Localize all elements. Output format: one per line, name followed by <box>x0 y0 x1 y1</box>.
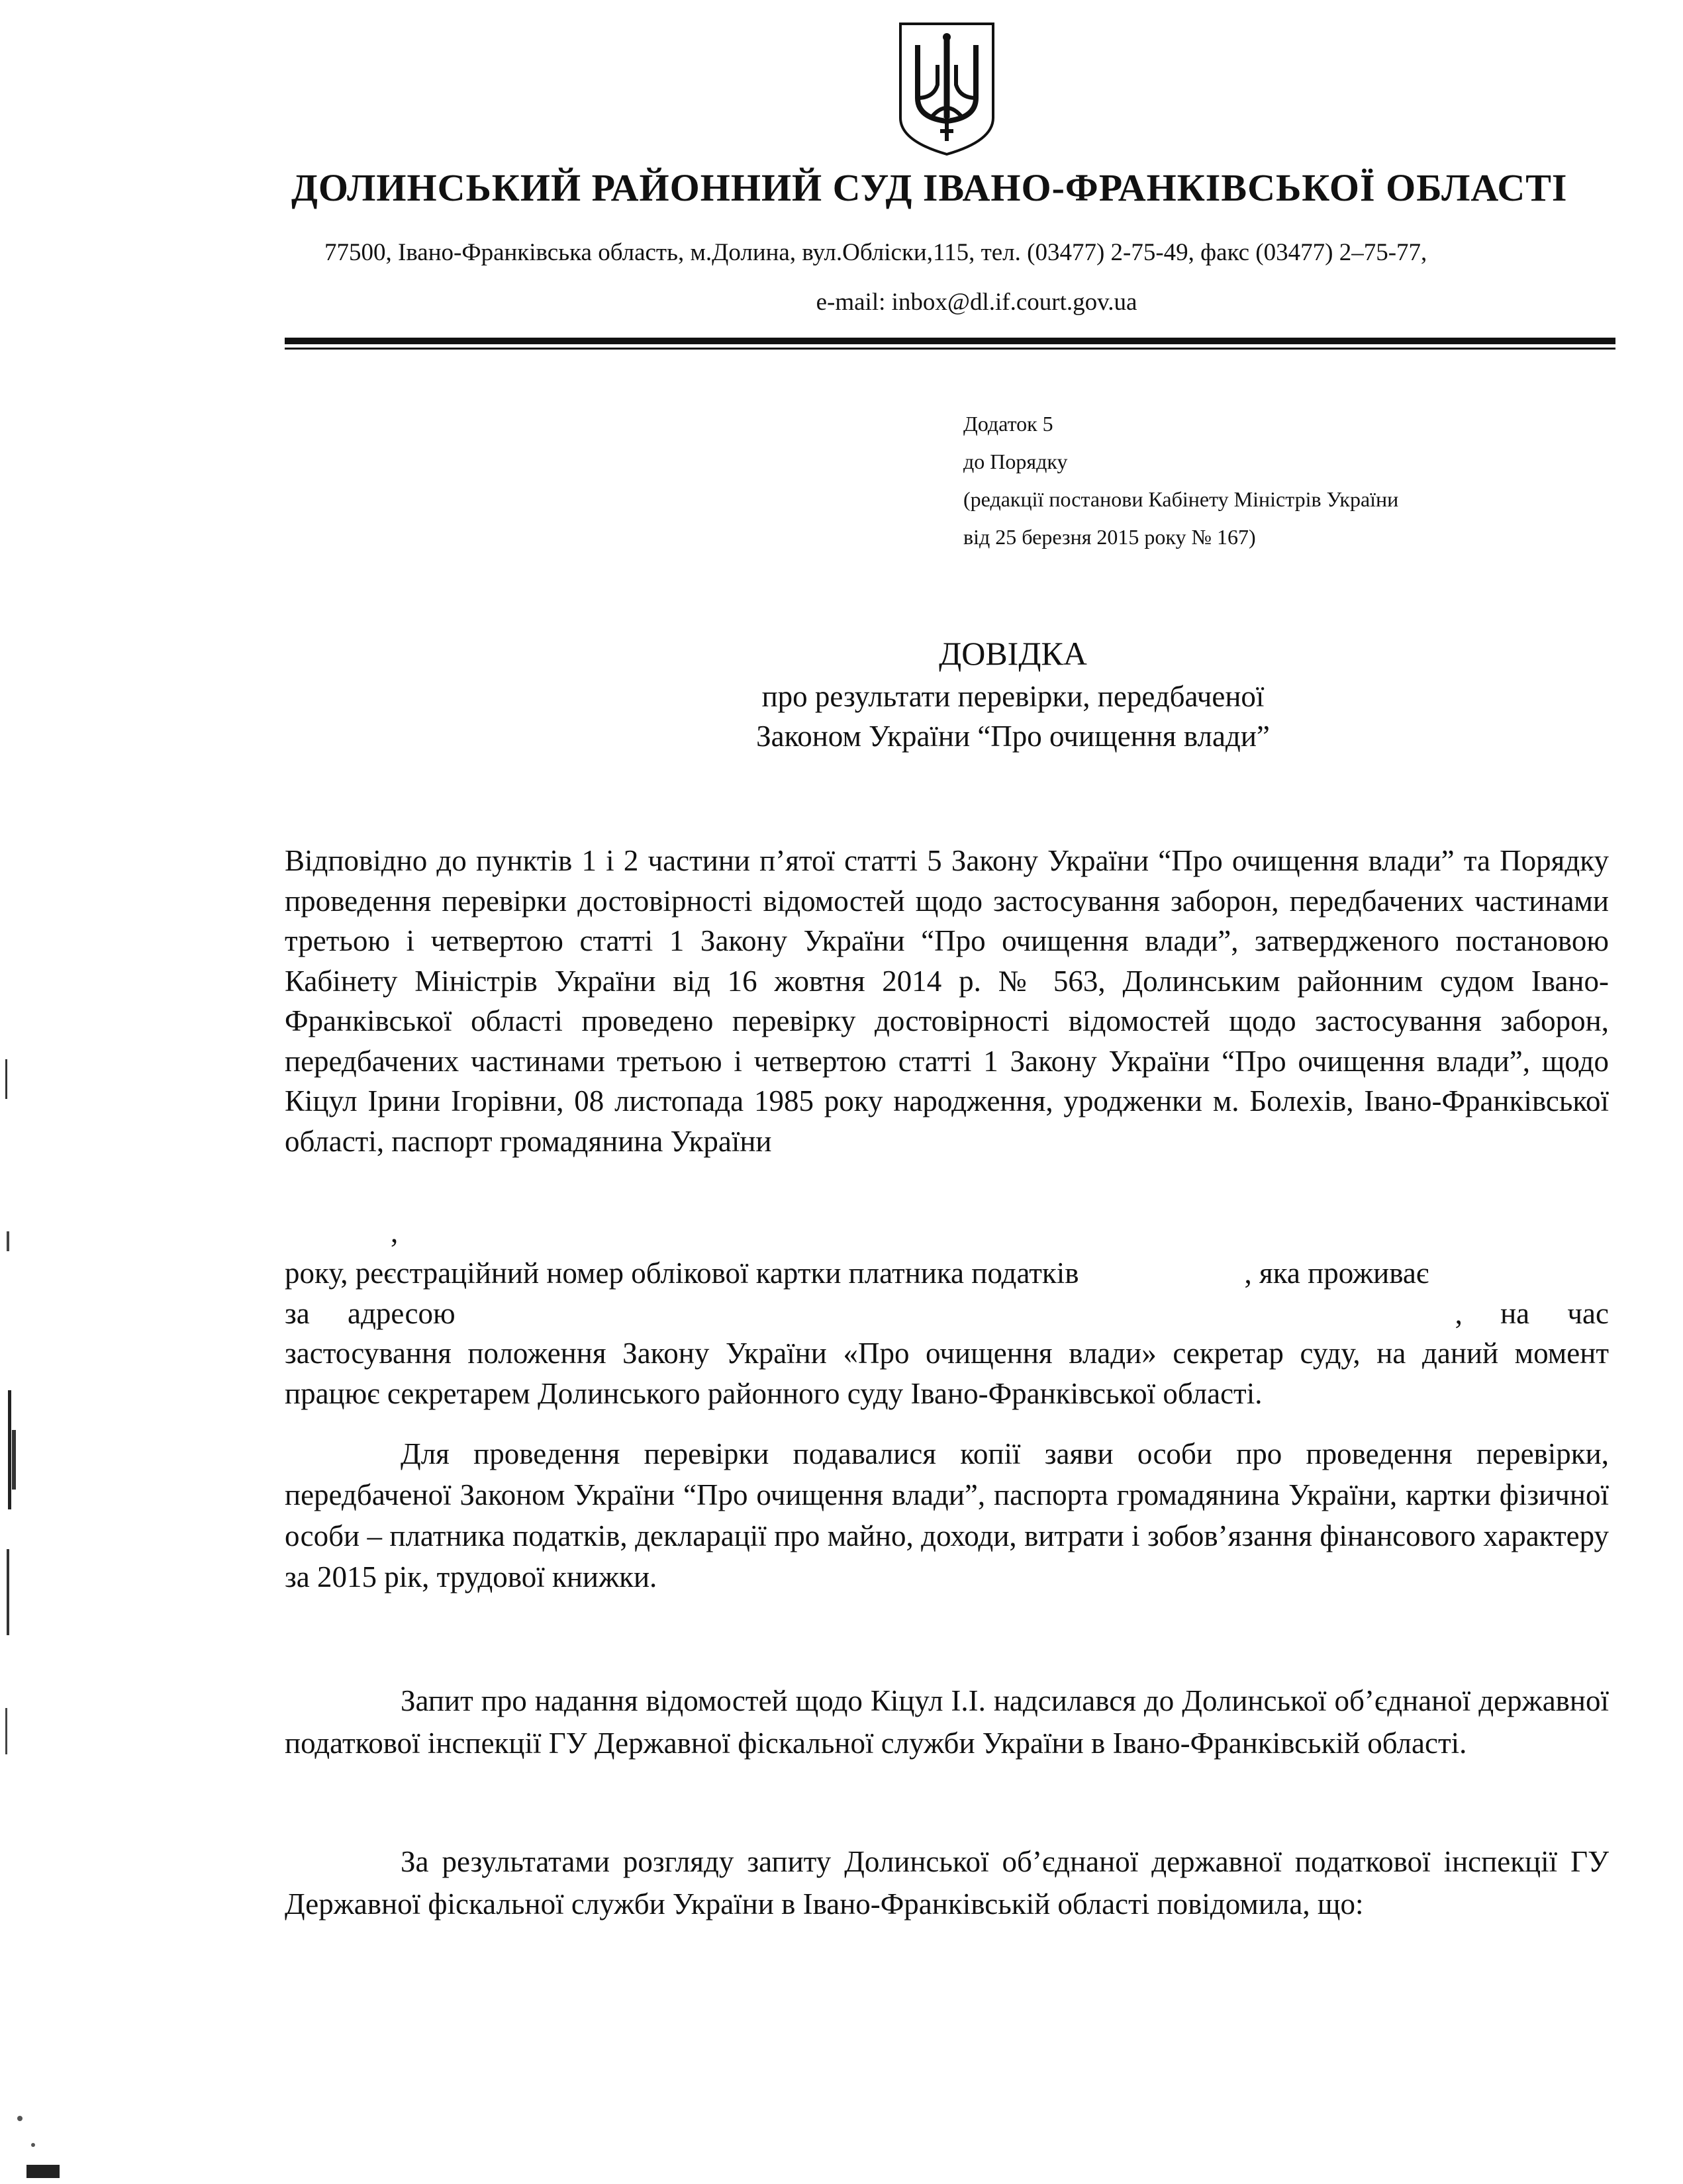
annex-note <box>963 405 1559 556</box>
header-divider-thick <box>285 338 1615 344</box>
redacted-tax-number <box>1079 1263 1245 1290</box>
redacted-comma: , <box>391 1215 399 1249</box>
paragraph-4: За результатами розгляду запиту Долинської об’єднаної державної податкової інспекції ГУ Державної фіскальної служби України в Івано-Франківській області повідомила, що: <box>285 1845 1609 1921</box>
redacted-passport-data <box>278 1200 1543 1247</box>
scan-margin-artifacts <box>0 927 60 2178</box>
position-text: застосування положення Закону України «Про очищення влади» секретар суду, на даний момент працює секретарем Долинського районного суду Івано-Франківської області. <box>285 1337 1609 1410</box>
paragraph-2: Для проведення перевірки подавалися копії заяви особи про проведення перевірки, передбаченої Законом України “Про очищення влади”, паспорта громадянина України, картки фізичної особи – платника податків, декларації про майно, доходи, витрати і зобов’язання фінансового характеру за 2015 рік, трудової книжки. <box>285 1437 1609 1593</box>
court-address: 77500, Івано-Франківська область, м.Долина, вул.Обліски,115, тел. (03477) 2-75-49, факс (03477) 2–75-77, <box>324 239 1427 266</box>
paragraph-1-text: Відповідно до пунктів 1 і 2 частини п’ятої статті 5 Закону України “Про очищення влади” та Порядку проведення перевірки достовірності відомостей щодо застосування заборон, передбачених частинами третьою і четвертою статті 1 Закону України “Про очищення влади”, затвердженого постановою Кабінету Міністрів України від 16 жовтня 2014 р. № 563, Долинським районним судом Івано-Франківської області проведено перевірку достовірності відомостей щодо застосування заборон, передбачених частинами третьою і четвертою статті 1 Закону України “Про очищення влади”, щодо Кіцул Ірини Ігорівни, 08 листопада 1985 року народження, уродженки м. Болехів, Івано-Франківської області, паспорт громадянина України <box>285 844 1609 1158</box>
paragraph-1 <box>285 841 1609 1161</box>
document-title: ДОВІДКА <box>939 635 1087 672</box>
address-suffix-text: , на час <box>1455 1296 1609 1330</box>
paragraph-1-continuation <box>285 1253 1609 1413</box>
paragraph-3: Запит про надання відомостей щодо Кіцул І.І. надсилався до Долинської об’єднаної державної податкової інспекції ГУ Державної фіскальної служби України в Івано-Франківській області. <box>285 1684 1609 1760</box>
document-subtitle-line-2: Законом України “Про очищення влади” <box>756 720 1270 753</box>
court-email: e-mail: inbox@dl.if.court.gov.ua <box>816 289 1137 316</box>
document-subtitle-line-1: про результати перевірки, передбаченої <box>761 680 1265 713</box>
residence-text: , яка проживає <box>1244 1257 1429 1290</box>
address-text: за адресою <box>285 1296 456 1330</box>
annex-line-2: до Порядку <box>963 450 1068 473</box>
redacted-address <box>456 1303 1455 1329</box>
document-title-block <box>583 630 1443 756</box>
annex-line-4: від 25 березня 2015 року № 167) <box>963 525 1256 549</box>
annex-line-1: Додаток 5 <box>963 412 1053 436</box>
annex-line-3: (редакції постанови Кабінету Міністрів України <box>963 487 1399 511</box>
header-divider-thin <box>285 348 1615 350</box>
court-name: ДОЛИНСЬКИЙ РАЙОННИЙ СУД ІВАНО-ФРАНКІВСЬКОЇ ОБЛАСТІ <box>291 166 1568 209</box>
tax-number-text: року, реєстраційний номер облікової картки платника податків <box>285 1257 1079 1290</box>
coat-of-arms-of-ukraine-icon <box>894 19 1000 159</box>
